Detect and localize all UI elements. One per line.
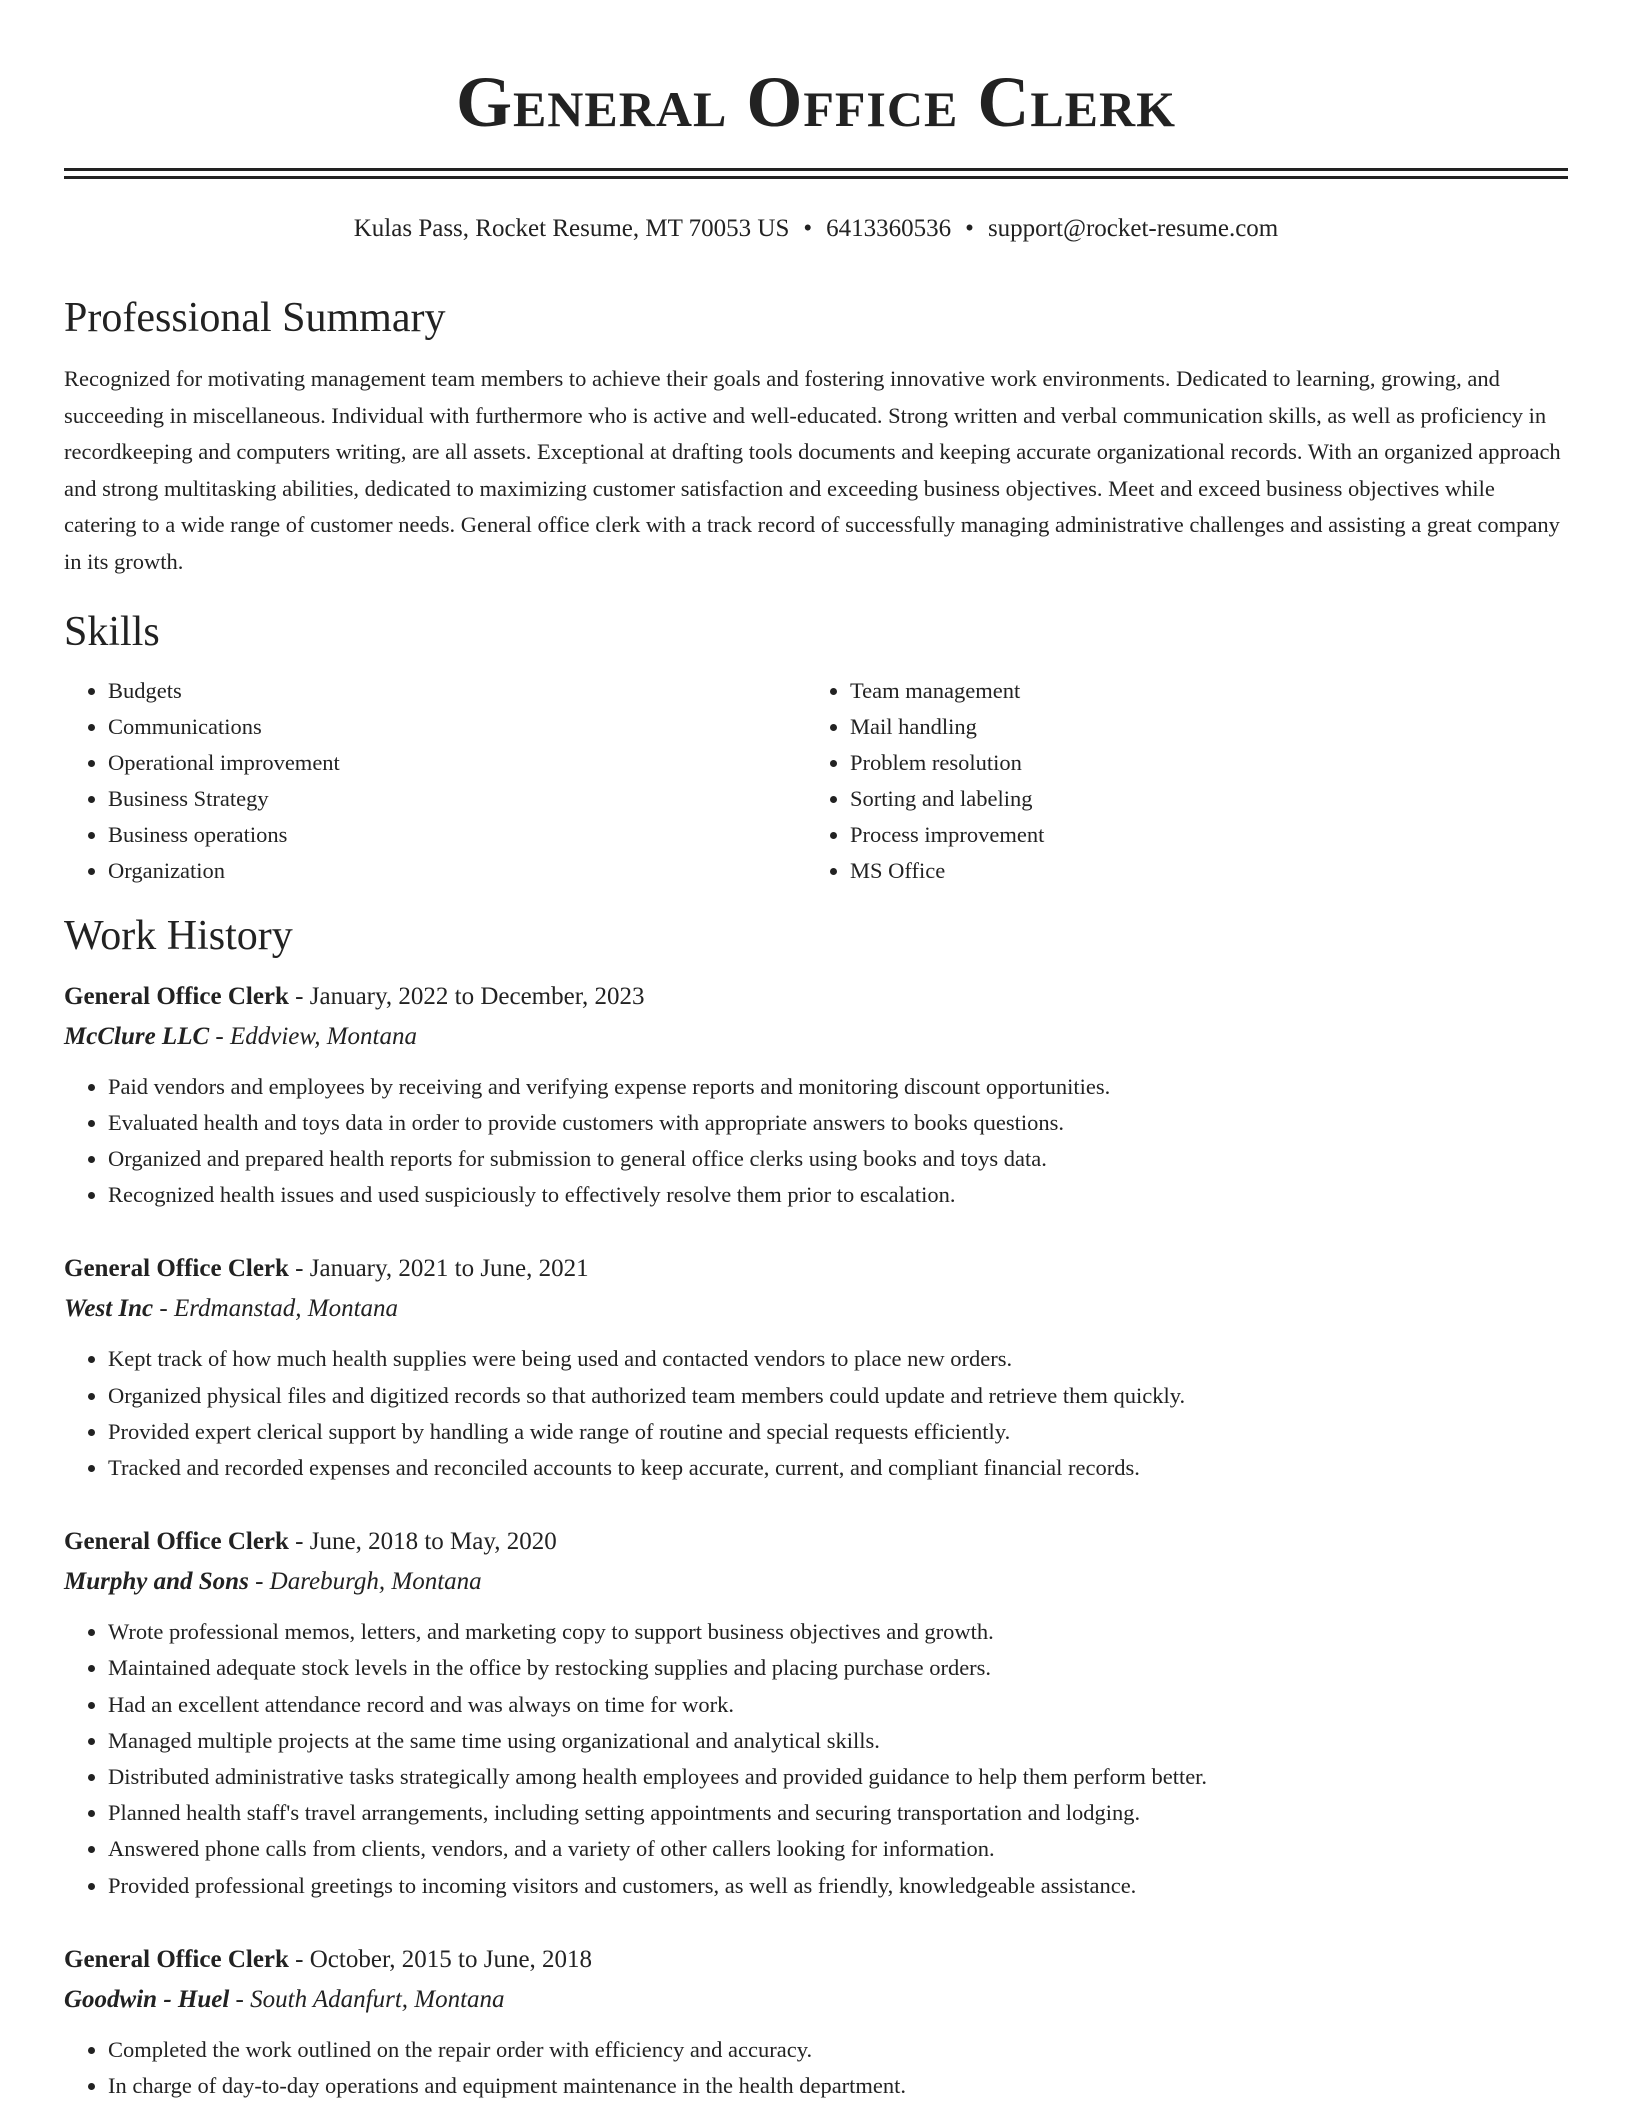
section-title-summary: Professional Summary [64, 295, 446, 341]
contact-line [64, 213, 1568, 245]
job-header [64, 1940, 1568, 1980]
job-header [64, 977, 1568, 1017]
job-bullet: • In charge of day-to-day operations and equipment maintenance in the health department. [108, 2068, 1568, 2104]
contact-phone: 6413360536 [826, 215, 952, 242]
job-bullets [64, 1341, 1568, 1486]
job-company: Goodwin - Huel [64, 1985, 230, 2013]
job-dash: - [288, 1945, 310, 1973]
skills-column-left [64, 673, 806, 889]
skill-item: • Organization [108, 853, 806, 889]
job-company: Murphy and Sons [64, 1568, 249, 1596]
job-role: General Office Clerk [64, 1255, 289, 1283]
job-location: Erdmanstad, Montana [173, 1295, 399, 1323]
job-dash: - [153, 1295, 174, 1323]
contact-separator: • [803, 215, 813, 242]
skill-item: • Budgets [108, 673, 806, 709]
job-company-line [64, 1017, 1568, 1057]
job-bullet: • Recognized health issues and used suspiciously to effectively resolve them prior to escalation. [108, 1177, 1568, 1213]
resume-page [64, 0, 1568, 2104]
skill-item: • Communications [108, 709, 806, 745]
job-bullet: • Planned health staff's travel arrangements, including setting appointments and securing transportation and lodging. [108, 1795, 1568, 1831]
job-bullet: • Provided professional greetings to incoming visitors and customers, as well as friendly, knowledgeable assistance. [108, 1868, 1568, 1904]
job-role: General Office Clerk [64, 982, 289, 1010]
job-bullets [64, 2032, 1568, 2104]
job-header [64, 1249, 1568, 1289]
skill-item: • MS Office [850, 853, 1548, 889]
job-bullet: • Organized physical files and digitized records so that authorized team members could update and retrieve them quickly. [108, 1378, 1568, 1414]
skill-item: • Mail handling [850, 709, 1548, 745]
skill-item: • Business Strategy [108, 781, 806, 817]
section-title-skills: Skills [64, 608, 160, 655]
job-bullet: • Evaluated health and toys data in order to provide customers with appropriate answers to books questions. [108, 1105, 1568, 1141]
job-bullet: • Kept track of how much health supplies were being used and contacted vendors to place new orders. [108, 1341, 1568, 1377]
skill-item: • Process improvement [850, 817, 1548, 853]
job-dash: - [248, 1568, 270, 1596]
job-location: South Adanfurt, Montana [250, 1985, 505, 2013]
skill-item: • Sorting and labeling [850, 781, 1548, 817]
skill-item: • Team management [850, 673, 1548, 709]
job-dash: - [229, 1985, 251, 2013]
job-entry [64, 1522, 1568, 1904]
skill-item: • Business operations [108, 817, 806, 853]
job-company: McClure LLC [64, 1022, 210, 1050]
job-entry [64, 1249, 1568, 1486]
job-dates: October, 2015 to June, 2018 [309, 1945, 593, 1973]
contact-email: support@rocket-resume.com [987, 215, 1279, 242]
job-bullet: • Organized and prepared health reports for submission to general office clerks using books and toys data. [108, 1141, 1568, 1177]
job-bullet: • Provided expert clerical support by handling a wide range of routine and special requests efficiently. [108, 1414, 1568, 1450]
section-title-work-history: Work History [64, 912, 293, 959]
job-bullet: • Maintained adequate stock levels in the office by restocking supplies and placing purchase orders. [108, 1650, 1568, 1686]
resume-name: General Office Clerk [455, 62, 1177, 142]
job-bullet: • Managed multiple projects at the same time using organizational and analytical skills. [108, 1723, 1568, 1759]
job-location: Dareburgh, Montana [269, 1568, 482, 1596]
job-company: West Inc [64, 1295, 154, 1323]
job-location: Eddview, Montana [229, 1022, 417, 1050]
job-entry [64, 1940, 1568, 2104]
header-rule-top [64, 168, 1568, 171]
job-company-line [64, 1562, 1568, 1602]
skills-column-right [806, 673, 1548, 889]
job-role: General Office Clerk [64, 1945, 289, 1973]
job-entry [64, 977, 1568, 1214]
skill-item: • Problem resolution [850, 745, 1548, 781]
job-company-line [64, 1980, 1568, 2020]
job-bullet: • Wrote professional memos, letters, and marketing copy to support business objectives and growth. [108, 1614, 1568, 1650]
contact-separator: • [965, 215, 974, 242]
job-bullet: • Completed the work outlined on the repair order with efficiency and accuracy. [108, 2032, 1568, 2068]
job-role: General Office Clerk [64, 1528, 289, 1556]
job-bullet: • Had an excellent attendance record and was always on time for work. [108, 1687, 1568, 1723]
skills-grid [64, 673, 1568, 889]
job-company-line [64, 1289, 1568, 1329]
contact-address: Kulas Pass, Rocket Resume, MT 70053 US [353, 215, 790, 242]
job-bullet: • Distributed administrative tasks strategically among health employees and provided guidance to help them perform better. [108, 1759, 1568, 1795]
job-dates: January, 2022 to December, 2023 [309, 982, 645, 1010]
job-header [64, 1522, 1568, 1562]
job-dash: - [288, 982, 310, 1010]
job-dates: January, 2021 to June, 2021 [309, 1255, 589, 1283]
job-dash: - [209, 1022, 230, 1050]
job-bullet: • Tracked and recorded expenses and reconciled accounts to keep accurate, current, and compliant financial records. [108, 1450, 1568, 1486]
skill-item: • Operational improvement [108, 745, 806, 781]
header-rule-bottom [64, 176, 1568, 179]
summary-text: Recognized for motivating management team members to achieve their goals and fostering innovative work environments. Dedicated to learning, growing, and succeeding in miscellaneous. Individual with furthermore who is active and well-educated. Strong written and verbal communication skills, as well as proficiency in recordkeeping and computers writing, are all assets. Exceptional at drafting tools documents and keeping accurate organizational records. With an organized approach and strong multitasking abilities, dedicated to maximizing customer satisfaction and exceeding business objectives. Meet and exceed business objectives while catering to a wide range of customer needs. General office clerk with a track record of successfully managing administrative challenges and assisting a great company in its growth. [64, 366, 1561, 574]
job-dash: - [288, 1528, 310, 1556]
job-dash: - [288, 1255, 310, 1283]
job-bullet: • Paid vendors and employees by receiving and verifying expense reports and monitoring discount opportunities. [108, 1069, 1568, 1105]
job-bullets [64, 1614, 1568, 1904]
job-bullets [64, 1069, 1568, 1214]
job-bullet: • Answered phone calls from clients, vendors, and a variety of other callers looking for information. [108, 1831, 1568, 1867]
job-dates: June, 2018 to May, 2020 [309, 1528, 557, 1556]
